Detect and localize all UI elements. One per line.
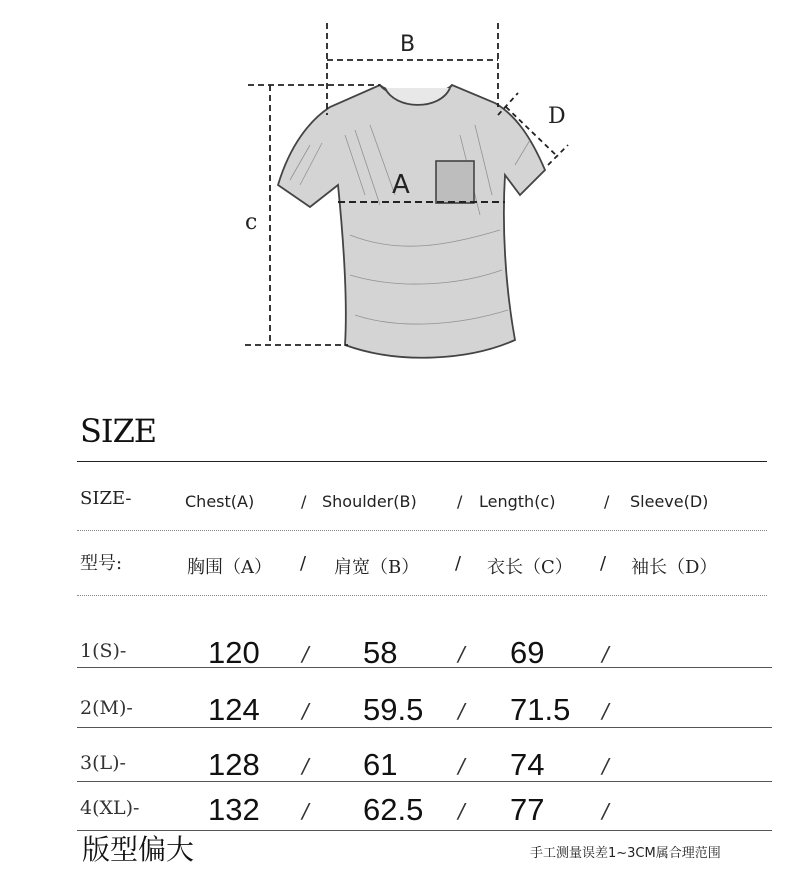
header-en-shoulder: Shoulder(B) — [322, 492, 417, 511]
row-shoulder-value: 58 — [363, 635, 398, 670]
row-divider — [77, 667, 772, 668]
row-length-value: 71.5 — [510, 692, 571, 727]
row-shoulder-value: 61 — [363, 747, 398, 782]
header-cn-chest: 胸围（A） — [187, 557, 272, 578]
header-en-chest: Chest(A) — [185, 492, 255, 511]
row-length-value: 74 — [510, 747, 545, 782]
row-size-label: 3(L)- — [80, 752, 126, 774]
header-cn-sep1: / — [300, 553, 307, 574]
row-length-value: 77 — [510, 792, 545, 827]
row-chest-value: 132 — [208, 792, 260, 827]
row-separator: / — [602, 799, 609, 823]
row-chest-value: 128 — [208, 747, 260, 782]
header-en-sep1: / — [301, 492, 307, 511]
row-separator: / — [458, 799, 465, 823]
row-divider — [77, 781, 772, 782]
row-chest-value: 120 — [208, 635, 260, 670]
tshirt-measurement-diagram — [230, 15, 590, 375]
label-b: B — [400, 32, 416, 57]
label-d: D — [548, 104, 566, 129]
row-separator: / — [602, 699, 609, 723]
header-en-sep2: / — [457, 492, 463, 511]
row-separator: / — [602, 642, 609, 666]
row-shoulder-value: 59.5 — [363, 692, 424, 727]
header-en-sleeve: Sleeve(D) — [630, 492, 709, 511]
row-size-label: 4(XL)- — [80, 797, 140, 819]
section-title: SIZE — [80, 412, 157, 450]
header-cn-sep2: / — [455, 553, 462, 574]
row-shoulder-value: 62.5 — [363, 792, 424, 827]
tshirt-sketch — [278, 85, 545, 358]
header-cn-shoulder: 肩宽（B） — [334, 557, 420, 578]
header-divider-1 — [77, 530, 767, 531]
measurement-error-note: 手工测量误差1~3CM属合理范围 — [530, 846, 721, 861]
row-size-label: 1(S)- — [80, 640, 127, 662]
label-a: A — [392, 170, 410, 200]
row-divider — [77, 727, 772, 728]
header-divider-2 — [77, 595, 767, 596]
row-separator: / — [302, 699, 309, 723]
row-separator: / — [302, 754, 309, 778]
label-c: c — [245, 210, 258, 235]
header-cn-sep3: / — [600, 553, 607, 574]
row-separator: / — [458, 642, 465, 666]
row-separator: / — [458, 754, 465, 778]
header-cn-length: 衣长（C） — [487, 557, 573, 578]
header-cn-label: 型号: — [80, 553, 123, 574]
row-separator: / — [458, 699, 465, 723]
row-size-label: 2(M)- — [80, 697, 133, 719]
header-en-label: SIZE- — [80, 488, 132, 509]
fit-note: 版型偏大 — [82, 833, 195, 866]
header-en-sep3: / — [604, 492, 610, 511]
header-cn-sleeve: 袖长（D） — [631, 557, 718, 578]
row-separator: / — [302, 642, 309, 666]
row-chest-value: 124 — [208, 692, 260, 727]
title-divider — [77, 461, 767, 462]
header-en-length: Length(c) — [479, 492, 556, 511]
row-separator: / — [302, 799, 309, 823]
pocket-sketch — [436, 161, 474, 203]
row-separator: / — [602, 754, 609, 778]
row-length-value: 69 — [510, 635, 545, 670]
